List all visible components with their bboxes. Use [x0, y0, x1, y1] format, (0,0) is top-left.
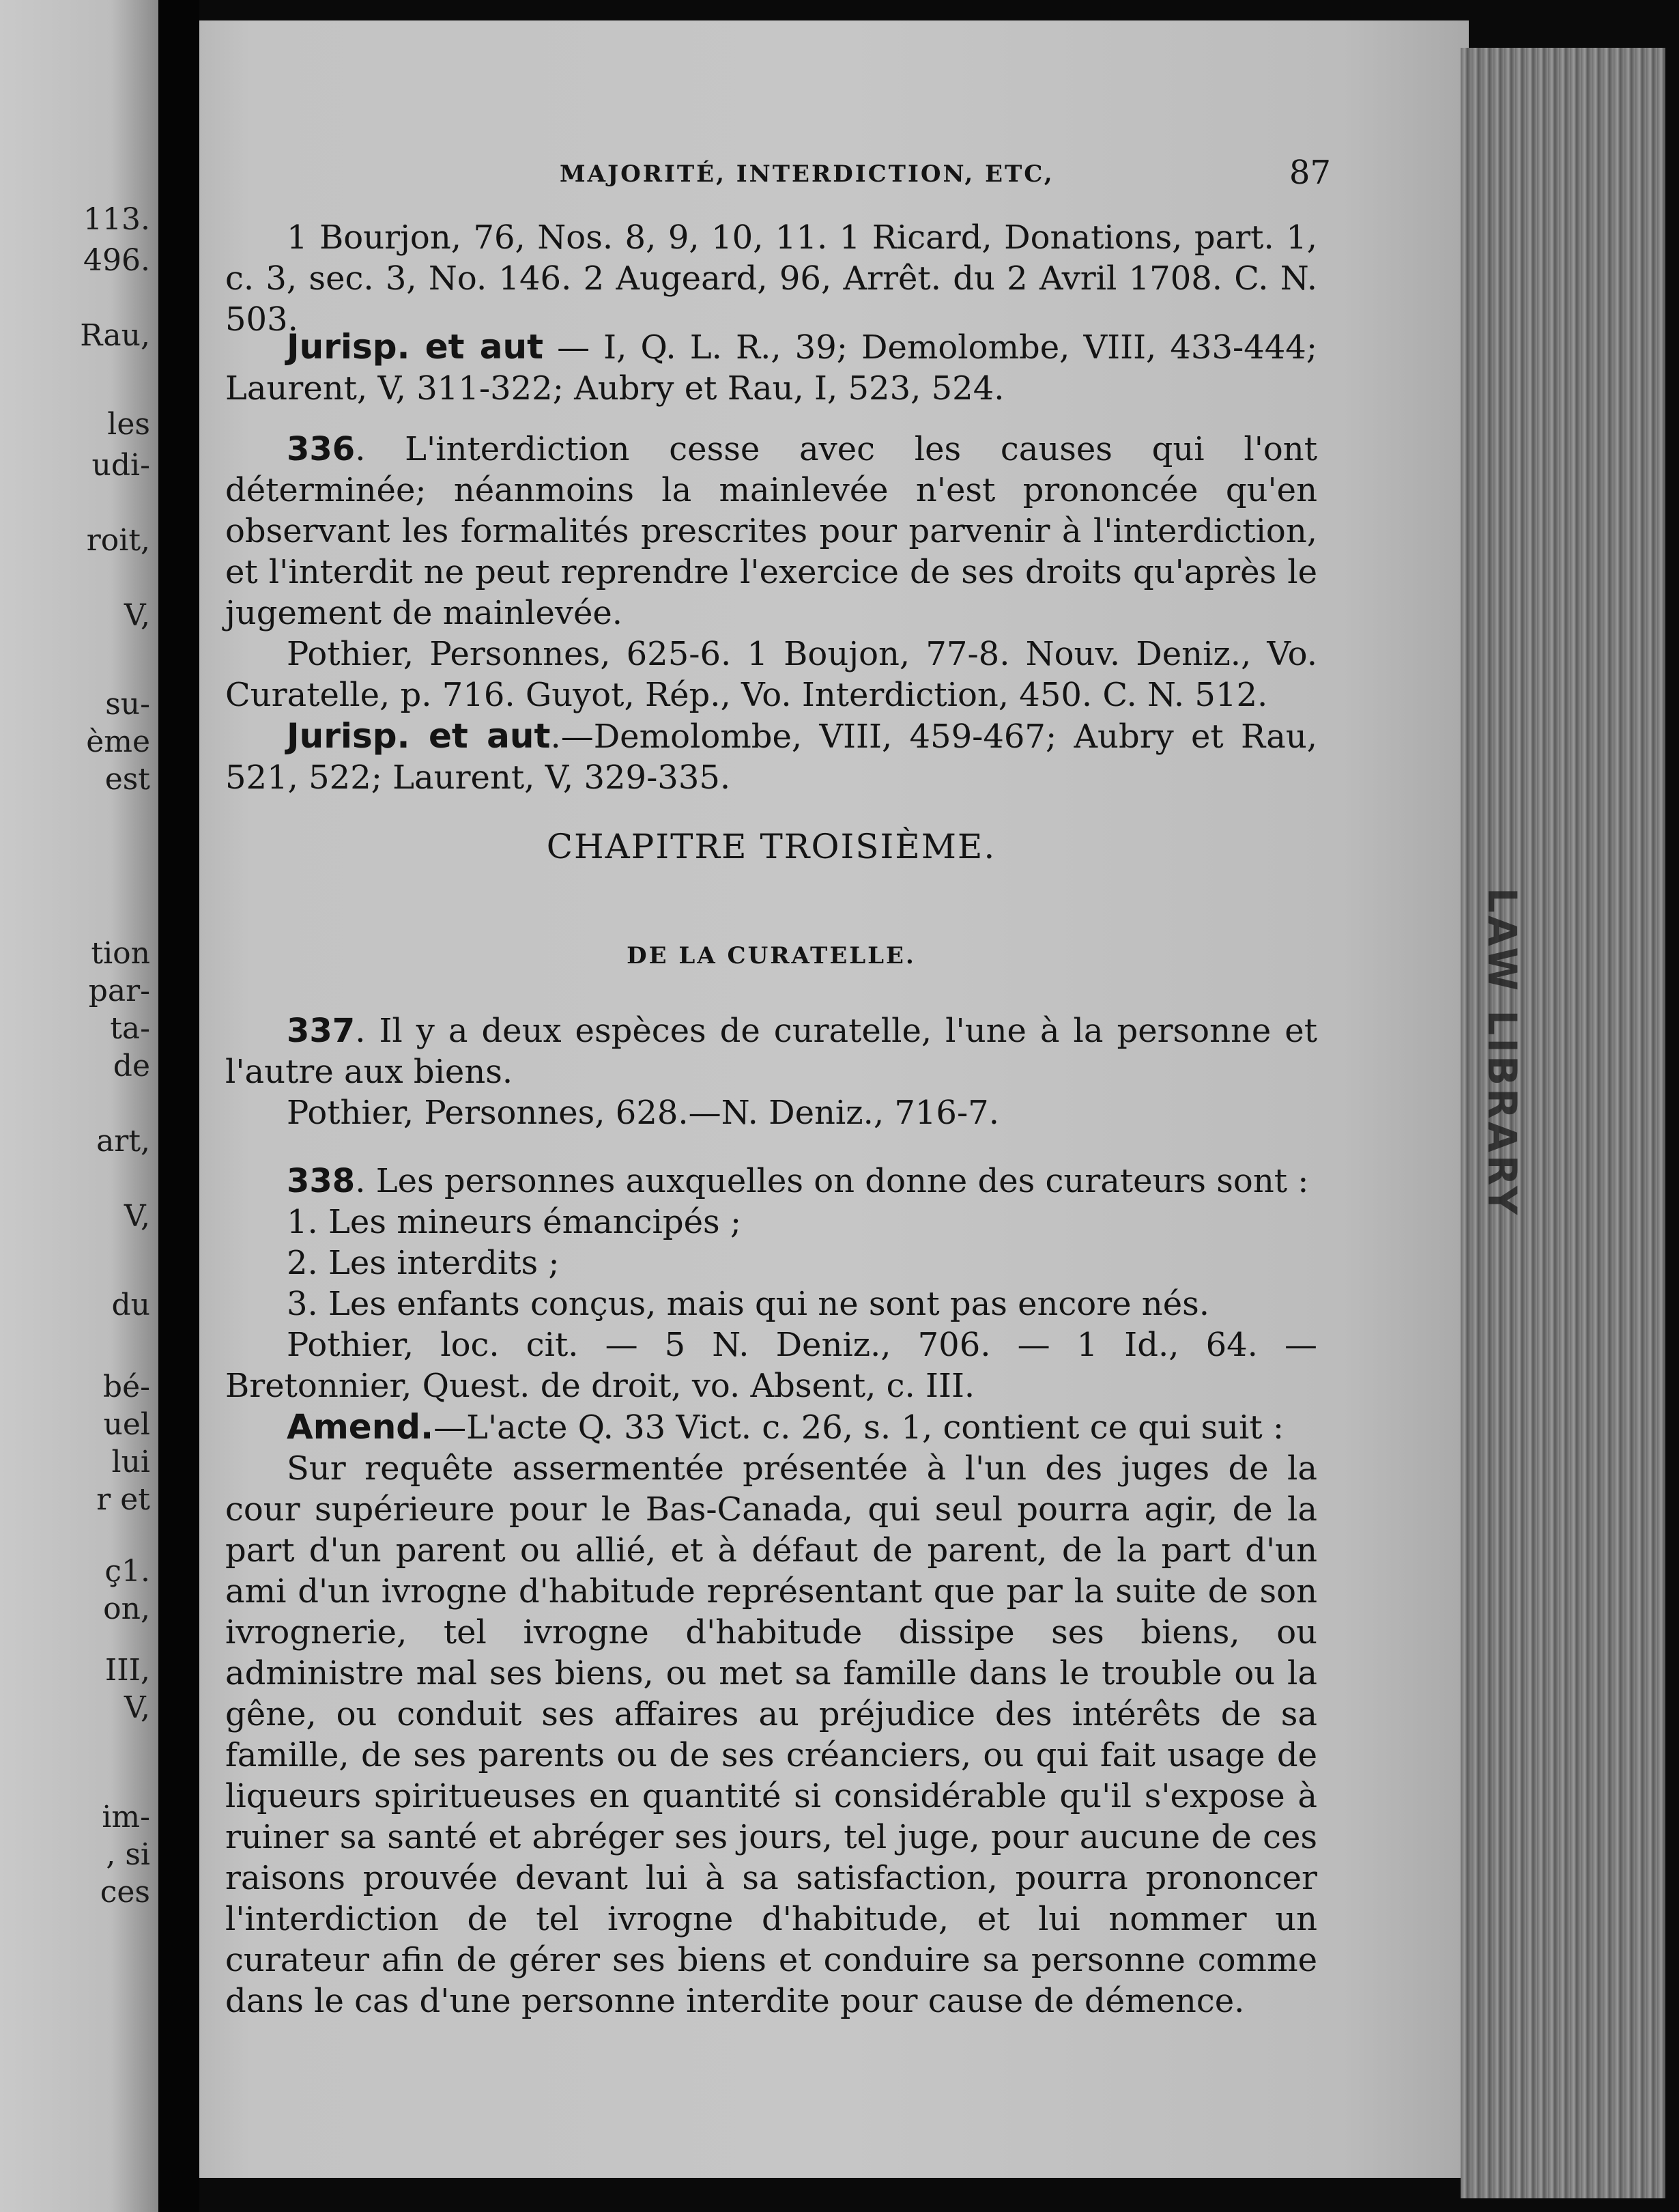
running-title: MAJORITÉ, INTERDICTION, ETC,	[560, 160, 1054, 188]
jurisp-label: Jurisp. et aut	[287, 716, 551, 756]
section-heading	[225, 935, 1317, 976]
list-item: 1. Les mineurs émancipés ;	[287, 1203, 742, 1241]
article-text: . L'interdiction cesse avec les causes qui l'ont déterminée; néanmoins la mainlevée n'est prononcée qu'en observant les formalités prescrites pour parvenir à l'interdiction, et l'interdit ne peut reprendre l'exercice de ses droits qu'après le jugement de mainlevée.	[225, 430, 1317, 632]
jurisp-text: .—Demolombe, VIII, 459-467; Aubry et Rau, 521, 522; Laurent, V, 329-335.	[225, 718, 1318, 797]
jurisp-text: — I, Q. L. R., 39; Demolombe, VIII, 433-444; Laurent, V, 311-322; Aubry et Rau, I, 523, 524.	[225, 328, 1318, 408]
article-text: . Il y a deux espèces de curatelle, l'une à la personne et l'autre aux biens.	[225, 1012, 1317, 1091]
left-fragment: art,	[96, 1124, 150, 1159]
left-fragment: est	[104, 762, 150, 797]
amend-intro: —L'acte Q. 33 Vict. c. 26, s. 1, contient ce qui suit :	[433, 1408, 1285, 1447]
left-fragment: par-	[88, 974, 150, 1008]
amendment	[225, 1406, 1317, 2022]
left-fragment: III,	[104, 1653, 150, 1688]
jurisp-label: Jurisp. et aut	[287, 327, 544, 367]
left-fragment: de	[113, 1049, 150, 1083]
chapter-heading	[225, 826, 1317, 867]
refs-top	[225, 217, 1317, 340]
left-fragment: tion	[91, 936, 150, 971]
left-fragment: V,	[124, 1690, 150, 1725]
left-fragment: uel	[103, 1407, 150, 1442]
left-fragment: bé-	[102, 1370, 150, 1404]
left-fragment: les	[107, 407, 150, 442]
article-refs: Pothier, loc. cit. — 5 N. Deniz., 706. — 1 Id., 64. — Bretonnier, Quest. de droit, vo. Absent, c. III.	[225, 1326, 1317, 1405]
list-item: 3. Les enfants conçus, mais qui ne sont pas encore nés.	[287, 1285, 1210, 1323]
article-number: 338	[287, 1162, 356, 1200]
left-fragment: 496.	[83, 243, 150, 278]
article-number: 337	[287, 1012, 356, 1050]
library-stamp: LAW LIBRARY	[1479, 888, 1525, 1218]
amend-body: Sur requête assermentée présentée à l'un des juges de la cour supérieure pour le Bas-Canada, qui seul pourra agir, de la part d'un parent ou allié, et à défaut de parent, de la part d'un ami d'un ivrogne d'habitude représentant que par la suite de son ivrognerie, tel ivrogne d'habitude dissipe ses biens, ou administre mal ses biens, ou met sa famille dans le trouble ou la gêne, ou conduit ses affaires au préjudice des intérêts de sa famille, de ses parents ou de ses créanciers, ou qui fait usage de liqueurs spiritueuses en quantité si considérable qu'il s'expose à ruiner sa santé et abréger ses jours, tel juge, pour aucune de ces raisons prouvée devant lui à sa satisfaction, pourra prononcer l'interdiction de tel ivrogne d'habitude, et lui nommer un curateur afin de gérer ses biens et conduire sa personne comme dans le cas d'une personne interdite pour cause de démence.	[225, 1449, 1317, 2020]
article-refs: Pothier, Personnes, 628.—N. Deniz., 716-7.	[287, 1094, 999, 1132]
left-fragment: ème	[86, 724, 150, 759]
page-number: 87	[1289, 154, 1331, 192]
left-fragment: roit,	[86, 523, 150, 558]
left-fragment: du	[111, 1288, 150, 1322]
left-fragment: 113.	[83, 202, 150, 237]
references: 1 Bourjon, 76, Nos. 8, 9, 10, 11. 1 Ricard, Donations, part. 1, c. 3, sec. 3, No. 146. 2 Augeard, 96, Arrêt. du 2 Avril 1708. C. N. 503.	[225, 218, 1317, 339]
jurisprudence-1	[225, 326, 1317, 409]
left-page	[0, 0, 158, 2212]
article-number: 336	[287, 430, 356, 468]
article-refs: Pothier, Personnes, 625-6. 1 Boujon, 77-8. Nouv. Deniz., Vo. Curatelle, p. 716. Guyot, Rép., Vo. Interdiction, 450. C. N. 512.	[225, 635, 1317, 714]
article-336	[225, 429, 1317, 798]
running-header	[225, 154, 1331, 201]
article-338	[225, 1161, 1317, 1406]
amend-label: Amend.	[287, 1407, 434, 1447]
chapter-title: CHAPITRE TROISIÈME.	[546, 827, 996, 866]
left-fragment: , si	[106, 1837, 150, 1872]
left-fragment: V,	[124, 598, 150, 633]
list-item: 2. Les interdits ;	[287, 1244, 560, 1282]
left-fragment: ç1.	[104, 1554, 150, 1589]
article-337	[225, 1010, 1317, 1133]
left-fragment: V,	[124, 1199, 150, 1234]
left-fragment: lui	[111, 1445, 150, 1479]
left-fragment: ta-	[110, 1011, 150, 1046]
article-text: . Les personnes auxquelles on donne des curateurs sont :	[355, 1162, 1309, 1200]
left-fragment: Rau,	[80, 318, 150, 353]
left-fragment: su-	[105, 687, 150, 722]
section-title: DE LA CURATELLE.	[627, 942, 916, 969]
left-fragment: im-	[102, 1800, 150, 1834]
left-fragment: on,	[103, 1591, 150, 1626]
left-fragment: udi-	[91, 448, 150, 483]
left-fragment: r et	[96, 1482, 150, 1517]
left-fragment: ces	[100, 1875, 150, 1910]
book-gutter	[158, 0, 199, 2212]
